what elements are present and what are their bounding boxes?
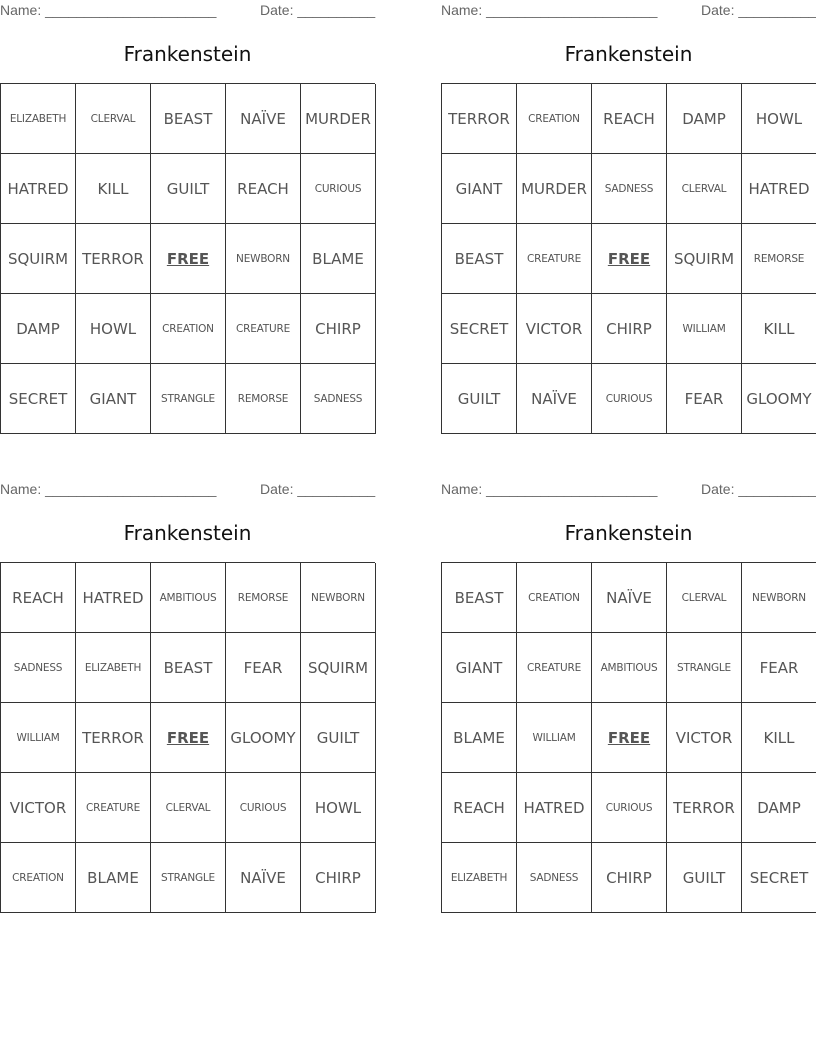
free-space[interactable]: FREE <box>151 224 226 294</box>
bingo-cell[interactable]: CHIRP <box>301 843 376 913</box>
name-field[interactable]: Name: ______________________ <box>441 481 658 497</box>
bingo-cell[interactable]: GIANT <box>442 154 517 224</box>
bingo-cell[interactable]: HOWL <box>742 84 816 154</box>
bingo-cell[interactable]: BLAME <box>442 703 517 773</box>
bingo-cell[interactable]: CURIOUS <box>592 773 667 843</box>
bingo-cell[interactable]: SECRET <box>742 843 816 913</box>
bingo-cell[interactable]: TERROR <box>76 224 151 294</box>
name-field[interactable]: Name: ______________________ <box>441 2 658 18</box>
card-title: Frankenstein <box>564 42 693 66</box>
bingo-cell[interactable]: CURIOUS <box>592 364 667 434</box>
bingo-cell[interactable]: TERROR <box>442 84 517 154</box>
date-field[interactable]: Date: __________ <box>260 2 376 18</box>
bingo-cell[interactable]: CREATURE <box>517 224 592 294</box>
bingo-cell[interactable]: MURDER <box>517 154 592 224</box>
bingo-cell[interactable]: FEAR <box>742 633 816 703</box>
bingo-cell[interactable]: CURIOUS <box>301 154 376 224</box>
bingo-cell[interactable]: SADNESS <box>592 154 667 224</box>
bingo-cell[interactable]: NAÏVE <box>226 84 301 154</box>
bingo-cell[interactable]: SQUIRM <box>1 224 76 294</box>
bingo-cell[interactable]: HOWL <box>301 773 376 843</box>
name-date-line <box>441 2 816 20</box>
bingo-cell[interactable]: DAMP <box>742 773 816 843</box>
bingo-cell[interactable]: REACH <box>442 773 517 843</box>
name-field[interactable]: Name: ______________________ <box>0 481 217 497</box>
bingo-cell[interactable]: GUILT <box>151 154 226 224</box>
bingo-cell[interactable]: GIANT <box>442 633 517 703</box>
bingo-grid <box>0 83 375 434</box>
bingo-cell[interactable]: CREATURE <box>226 294 301 364</box>
name-date-line <box>441 481 816 499</box>
bingo-cell[interactable]: GLOOMY <box>742 364 816 434</box>
bingo-cell[interactable]: WILLIAM <box>667 294 742 364</box>
bingo-cell[interactable]: CREATION <box>1 843 76 913</box>
bingo-grid <box>441 83 816 434</box>
bingo-cell[interactable]: CHIRP <box>592 294 667 364</box>
bingo-cell[interactable]: MURDER <box>301 84 376 154</box>
free-space[interactable]: FREE <box>151 703 226 773</box>
free-space[interactable]: FREE <box>592 703 667 773</box>
bingo-cell[interactable]: GUILT <box>301 703 376 773</box>
bingo-cell[interactable]: STRANGLE <box>151 364 226 434</box>
bingo-cell[interactable]: CREATURE <box>517 633 592 703</box>
bingo-cell[interactable]: BEAST <box>442 224 517 294</box>
bingo-cell[interactable]: REACH <box>1 563 76 633</box>
name-date-line <box>0 2 375 20</box>
bingo-cell[interactable]: REACH <box>592 84 667 154</box>
name-date-line <box>0 481 375 499</box>
bingo-cell[interactable]: AMBITIOUS <box>592 633 667 703</box>
bingo-cell[interactable]: NAÏVE <box>517 364 592 434</box>
bingo-cell[interactable]: BEAST <box>151 84 226 154</box>
card-title: Frankenstein <box>123 42 252 66</box>
bingo-cell[interactable]: CLERVAL <box>667 154 742 224</box>
bingo-cell[interactable]: TERROR <box>667 773 742 843</box>
bingo-cell[interactable]: HATRED <box>76 563 151 633</box>
name-field[interactable]: Name: ______________________ <box>0 2 217 18</box>
bingo-cell[interactable]: VICTOR <box>1 773 76 843</box>
bingo-cell[interactable]: HATRED <box>517 773 592 843</box>
bingo-cell[interactable]: BEAST <box>151 633 226 703</box>
bingo-cell[interactable]: CREATION <box>517 84 592 154</box>
bingo-cell[interactable]: GUILT <box>667 843 742 913</box>
bingo-cell[interactable]: KILL <box>76 154 151 224</box>
bingo-cell[interactable]: REACH <box>226 154 301 224</box>
bingo-cell[interactable]: NAÏVE <box>226 843 301 913</box>
bingo-cell[interactable]: SECRET <box>442 294 517 364</box>
bingo-cell[interactable]: WILLIAM <box>517 703 592 773</box>
bingo-cell[interactable]: BEAST <box>442 563 517 633</box>
bingo-cell[interactable]: KILL <box>742 703 816 773</box>
bingo-cell[interactable]: SADNESS <box>301 364 376 434</box>
bingo-cell[interactable]: TERROR <box>76 703 151 773</box>
bingo-cell[interactable]: VICTOR <box>517 294 592 364</box>
date-field[interactable]: Date: __________ <box>260 481 376 497</box>
bingo-cell[interactable]: NEWBORN <box>301 563 376 633</box>
bingo-cell[interactable]: BLAME <box>76 843 151 913</box>
bingo-cell[interactable]: VICTOR <box>667 703 742 773</box>
bingo-cell[interactable]: HOWL <box>76 294 151 364</box>
bingo-cell[interactable]: CREATION <box>151 294 226 364</box>
bingo-cell[interactable]: REMORSE <box>226 563 301 633</box>
bingo-cell[interactable]: GLOOMY <box>226 703 301 773</box>
bingo-cell[interactable]: SECRET <box>1 364 76 434</box>
bingo-cell[interactable]: NEWBORN <box>742 563 816 633</box>
bingo-cell[interactable]: NEWBORN <box>226 224 301 294</box>
bingo-cell[interactable]: ELIZABETH <box>442 843 517 913</box>
date-field[interactable]: Date: __________ <box>701 481 816 497</box>
bingo-cell[interactable]: DAMP <box>1 294 76 364</box>
bingo-cell[interactable]: CLERVAL <box>76 84 151 154</box>
bingo-cell[interactable]: CLERVAL <box>667 563 742 633</box>
bingo-cell[interactable]: GIANT <box>76 364 151 434</box>
bingo-cell[interactable]: AMBITIOUS <box>151 563 226 633</box>
bingo-cell[interactable]: SADNESS <box>1 633 76 703</box>
bingo-cell[interactable]: STRANGLE <box>667 633 742 703</box>
bingo-grid <box>441 562 816 913</box>
bingo-cell[interactable]: CLERVAL <box>151 773 226 843</box>
bingo-cell[interactable]: FEAR <box>667 364 742 434</box>
bingo-cell[interactable]: CURIOUS <box>226 773 301 843</box>
bingo-cell[interactable]: HATRED <box>742 154 816 224</box>
bingo-grid <box>0 562 375 913</box>
bingo-cell[interactable]: DAMP <box>667 84 742 154</box>
bingo-cell[interactable]: CREATION <box>517 563 592 633</box>
bingo-cell[interactable]: REMORSE <box>742 224 816 294</box>
bingo-cell[interactable]: CREATURE <box>76 773 151 843</box>
bingo-cell[interactable]: CHIRP <box>301 294 376 364</box>
bingo-cell[interactable]: SQUIRM <box>301 633 376 703</box>
card-title: Frankenstein <box>564 521 693 545</box>
bingo-cell[interactable]: FEAR <box>226 633 301 703</box>
bingo-cell[interactable]: ELIZABETH <box>76 633 151 703</box>
bingo-cell[interactable]: REMORSE <box>226 364 301 434</box>
bingo-cell[interactable]: ELIZABETH <box>1 84 76 154</box>
card-title: Frankenstein <box>123 521 252 545</box>
free-space[interactable]: FREE <box>592 224 667 294</box>
bingo-cell[interactable]: SADNESS <box>517 843 592 913</box>
bingo-cell[interactable]: SQUIRM <box>667 224 742 294</box>
bingo-cell[interactable]: BLAME <box>301 224 376 294</box>
bingo-cell[interactable]: NAÏVE <box>592 563 667 633</box>
bingo-cell[interactable]: HATRED <box>1 154 76 224</box>
date-field[interactable]: Date: __________ <box>701 2 816 18</box>
bingo-cell[interactable]: WILLIAM <box>1 703 76 773</box>
bingo-cell[interactable]: CHIRP <box>592 843 667 913</box>
bingo-cell[interactable]: STRANGLE <box>151 843 226 913</box>
bingo-cell[interactable]: GUILT <box>442 364 517 434</box>
bingo-cell[interactable]: KILL <box>742 294 816 364</box>
